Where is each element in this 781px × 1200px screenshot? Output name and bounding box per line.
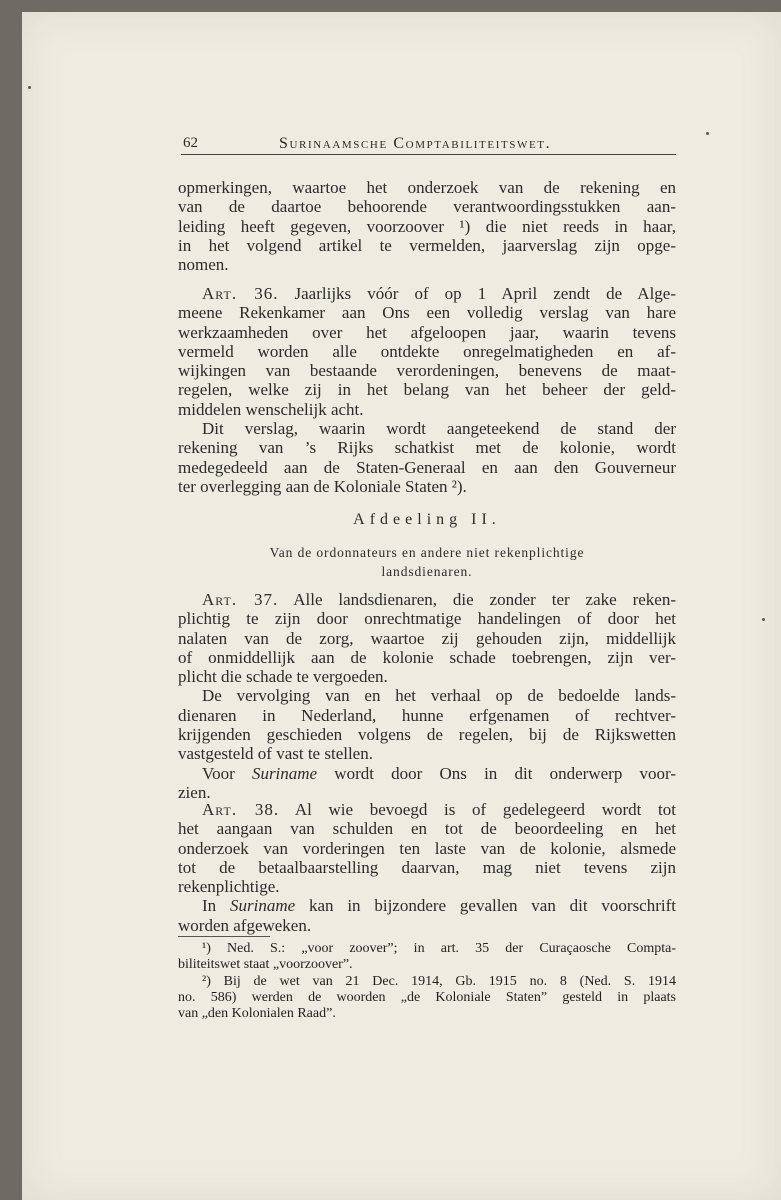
text-line: In Suriname kan in bijzondere gevallen van dit voorschrift: [202, 896, 676, 916]
section-title: landsdienaren.: [381, 564, 473, 579]
article-label: Art. 38.: [202, 800, 280, 819]
text-line: krijgenden geschieden volgens de regelen, bij de Rijkswetten: [178, 725, 676, 745]
text-line: rekenplichtige.: [178, 877, 280, 897]
text-line: opmerkingen, waartoe het onderzoek van de rekening en: [178, 178, 676, 197]
article-36: [178, 284, 676, 496]
text-line: medegedeeld aan de Staten-Generaal en aan den Gouverneur: [178, 457, 676, 477]
text-line: onderzoek van vorderingen ten laste van de kolonie, alsmede: [178, 838, 676, 858]
text-line: Dit verslag, waarin wordt aangeteekend de stand der: [202, 419, 676, 439]
text-line: vermeld worden alle ontdekte onregelmatigheden en af-: [178, 341, 676, 361]
footnote-rule: [178, 936, 270, 937]
speck: [762, 618, 765, 621]
text-line: werkzaamheden over het afgeloopen jaar, waarin tevens: [178, 322, 676, 342]
text-line: meene Rekenkamer aan Ons een volledig verslag van hare: [178, 303, 676, 323]
text-line: het aangaan van schulden en tot de beoordeeling en het: [178, 819, 676, 839]
article-label: Art. 36.: [202, 284, 279, 303]
footnote-1: [178, 941, 676, 973]
text-line: ²) Bij de wet van 21 Dec. 1914, Gb. 1915 no. 8 (Ned. S. 1914: [202, 974, 676, 989]
text-line: Art. 36. Jaarlijks vóór of op 1 April zendt de Alge-: [202, 284, 677, 303]
text-line: Art. 38. Al wie bevoegd is of gedelegeerd wordt tot: [202, 800, 676, 819]
text-line: wijkingen van bestaande verordeningen, benevens de maat-: [178, 361, 676, 381]
text-line: rekening van ’s Rijks schatkist met de kolonie, wordt: [178, 438, 676, 458]
text-line: leiding heeft gegeven, voorzoover ¹) die niet reeds in haar,: [178, 216, 676, 236]
text-line: plicht die schade te vergoeden.: [178, 667, 388, 687]
text-line: biliteitswet staat „voorzoover”.: [178, 957, 353, 972]
text-line: Voor Suriname wordt door Ons in dit onderwerp voor-: [202, 763, 676, 783]
text-line: Art. 37. Alle landsdienaren, die zonder ter zake reken-: [202, 590, 676, 609]
speck: [28, 86, 31, 89]
running-title: Surinaamsche Comptabiliteitswet.: [279, 135, 552, 152]
text-line: dienaren in Nederland, hunne erfgenamen of rechtver-: [178, 705, 676, 725]
text-line: zien.: [178, 782, 211, 802]
text-line: of onmiddellijk aan de kolonie schade toebrengen, zijn ver-: [178, 647, 676, 667]
text-line: van de daartoe behoorende verantwoordingsstukken aan-: [178, 197, 676, 217]
text-line: nalaten van de zorg, waartoe zij gehouden zijn, middellijk: [178, 628, 676, 648]
text-line: van „den Kolonialen Raad”.: [178, 1006, 336, 1021]
text-line: in het volgend artikel te vermelden, jaarverslag zijn opge-: [178, 235, 676, 255]
text-line: De vervolging van en het verhaal op de bedoelde lands-: [202, 686, 676, 706]
text-line: vastgesteld of vast te stellen.: [178, 744, 373, 764]
text-line: worden afgeweken.: [178, 915, 312, 935]
text-line: tot de betaalbaarstelling daarvan, mag niet tevens zijn: [178, 857, 676, 877]
article-37: [178, 590, 676, 802]
text-line: regelen, welke zij in het belang van het beheer der geld-: [178, 380, 676, 400]
text-line: no. 586) werden de woorden „de Koloniale Staten” gesteld in plaats: [178, 990, 676, 1005]
text-line: middelen wenschelijk acht.: [178, 399, 364, 419]
article-label: Art. 37.: [202, 590, 279, 609]
speck: [706, 132, 709, 135]
section-title: Van de ordonnateurs en andere niet rekenplichtige: [269, 545, 585, 560]
page-number: 62: [183, 135, 198, 151]
footnote-2: [178, 974, 676, 1022]
text-line: nomen.: [178, 255, 229, 275]
page-header: [181, 132, 676, 155]
paragraph-continuation: [178, 178, 676, 274]
article-38: [178, 800, 676, 935]
text-line: ter overlegging aan de Koloniale Staten ²).: [178, 476, 467, 496]
text-line: ¹) Ned. S.: „voor zoover”; in art. 35 der Curaçaosche Compta-: [202, 941, 676, 956]
text-line: plichtig te zijn door onrechtmatige handelingen of door het: [178, 609, 676, 629]
section-heading: Afdeeling II.: [353, 511, 501, 528]
